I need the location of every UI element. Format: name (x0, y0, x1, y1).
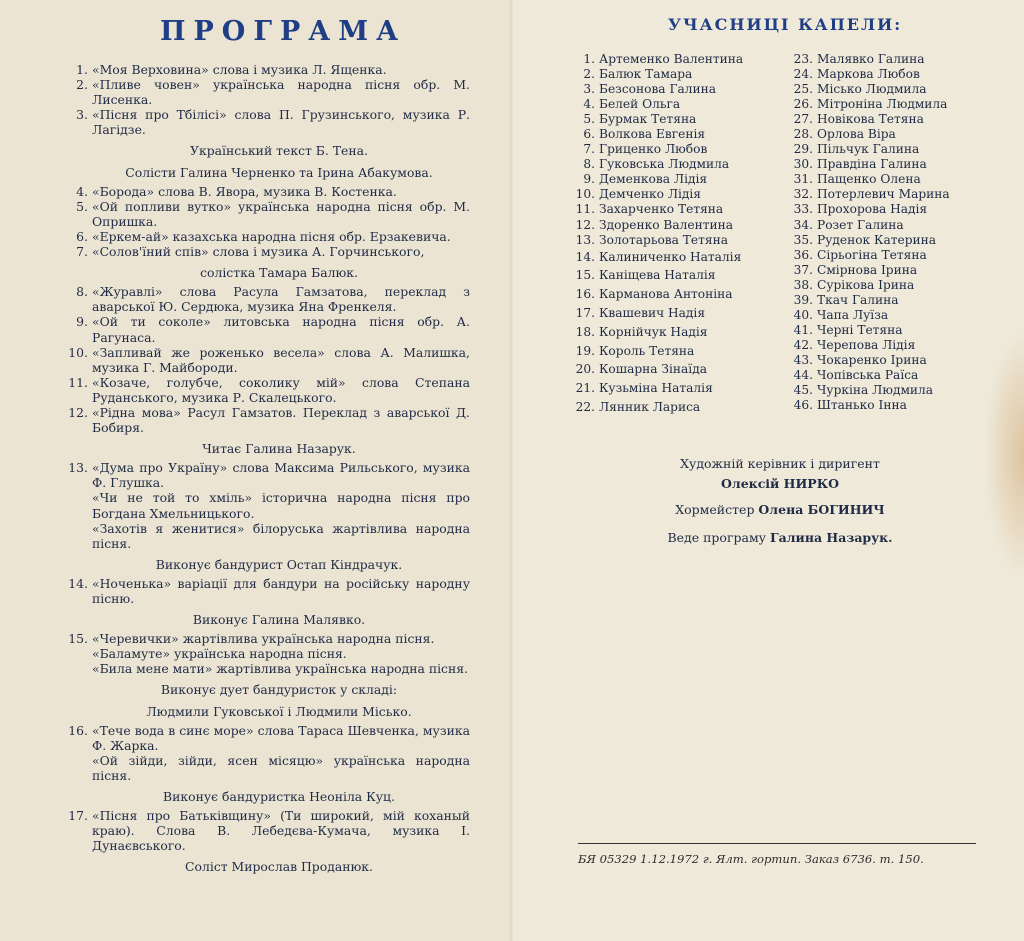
program-item (60, 199, 470, 229)
member-name: Лянник Лариса (599, 399, 701, 414)
program-item-number: 17. (68, 808, 88, 824)
program-item (60, 107, 470, 137)
member-name: Орлова Віра (817, 127, 896, 142)
program-item (60, 244, 470, 259)
member-number: 45. (793, 383, 813, 398)
program-title: ПРОГРАМА (160, 16, 407, 47)
member-number: 46. (793, 398, 813, 413)
program-credit-line: солістка Тамара Балюк. (200, 265, 358, 281)
program-item (60, 521, 470, 551)
member-name: Гуковська Людмила (599, 157, 730, 172)
member-row (567, 398, 782, 417)
program-credit-line: Виконує бандурист Остап Кіндрачук. (155, 556, 403, 572)
member-number: 7. (583, 142, 595, 157)
member-name: Мітроніна Людмила (817, 97, 948, 112)
program-item-number: 13. (68, 460, 88, 476)
member-row (785, 127, 975, 142)
member-name: Чокаренко Ірина (817, 352, 927, 367)
member-number: 12. (575, 217, 595, 232)
member-row (785, 233, 975, 248)
member-number: 41. (793, 322, 813, 337)
program-item-text: «Журавлі» слова Расула Гамзатова, переклад з аварської Ю. Сердюка, музика Яна Френкеля. (92, 284, 470, 315)
member-name: Сірьогіна Тетяна (817, 247, 927, 262)
program-credit-line: Солісти Галина Черненко та Ірина Абакумова. (125, 164, 433, 180)
program-item-text: «Пливе човен» українська народна пісня обр. М. Лисенка. (92, 77, 470, 108)
member-name: Калиниченко Наталія (599, 249, 742, 264)
director-role: Художній керівник і диригент (680, 456, 880, 471)
member-number: 17. (575, 306, 595, 320)
member-row (567, 233, 782, 248)
program-item (60, 229, 470, 244)
program-credit-line: Читає Галина Назарук. (202, 441, 356, 457)
member-name: Безсонова Галина (599, 82, 717, 97)
program-item-text: «Козаче, голубче, соколику мій» слова Степана Руданського, музика Р. Скалецького. (92, 374, 470, 405)
member-row (567, 142, 782, 157)
member-row (567, 342, 782, 361)
program-item-number: 2. (76, 77, 88, 93)
member-row (567, 82, 782, 97)
member-name: Потерлевич Марина (817, 187, 950, 202)
member-row (785, 52, 975, 67)
member-row (567, 202, 782, 217)
program-item-text: «Ой зійди, зійди, ясен місяцю» українська народна пісня. (92, 752, 470, 783)
member-row (785, 97, 975, 112)
host-name: Галина Назарук. (770, 530, 893, 545)
member-number: 35. (793, 232, 813, 247)
member-name: Маркова Любов (817, 67, 920, 82)
member-name: Здоренко Валентина (599, 217, 733, 232)
member-name: Пільчук Галина (817, 142, 920, 157)
member-name: Квашевич Надія (599, 306, 706, 320)
program-item-number: 1. (76, 62, 88, 77)
choirmaster-role: Хормейстер (675, 502, 759, 517)
member-number: 33. (793, 202, 813, 217)
program-item-text: «Ой ти соколе» литовська народна пісня обр. А. Рагунаса. (92, 314, 470, 345)
member-number: 36. (793, 247, 813, 262)
program-credit-line: Виконує бандуристка Неоніла Куц. (163, 789, 395, 805)
program-item (60, 184, 470, 199)
program-item (60, 345, 470, 375)
host-role: Веде програму (667, 530, 771, 545)
program-item-number: 5. (76, 198, 88, 214)
program-item (60, 375, 470, 405)
member-row (785, 112, 975, 127)
program-item-number: 12. (68, 404, 88, 420)
program-item (60, 631, 470, 646)
program-item-text: «Тече вода в синє море» слова Тараса Шевченка, музика Ф. Жарка. (92, 722, 470, 753)
program-item-number: 11. (68, 374, 88, 390)
member-number: 1. (583, 52, 595, 66)
member-row (567, 285, 782, 304)
member-name: Руденок Катерина (817, 232, 937, 247)
member-name: Золотарьова Тетяна (599, 232, 728, 247)
member-number: 37. (793, 262, 813, 277)
program-item-text: «Захотів я женитися» білоруська жартівлива народна пісня. (92, 520, 470, 551)
member-row (785, 278, 975, 293)
program-credit-line: Соліст Мирослав Проданюк. (185, 859, 373, 875)
program-credit-line: Виконує Галина Малявко. (192, 612, 366, 628)
member-number: 10. (575, 187, 595, 202)
program-item (60, 576, 470, 606)
member-row (785, 353, 975, 368)
program-item (60, 314, 470, 344)
member-number: 31. (793, 172, 813, 187)
program-credit-line: Виконує дует бандуристок у складі: (160, 682, 398, 698)
member-number: 19. (575, 343, 595, 358)
program-item-text: «Моя Верховина» слова і музика Л. Ященка. (92, 62, 387, 77)
program-item-text: «Запливай же роженько весела» слова А. Малишка, музика Г. Майбороди. (92, 344, 470, 375)
program-item-text: «Пісня про Тбілісі» слова П. Грузинського, музика Р. Лагідзе. (92, 107, 470, 138)
member-row (567, 97, 782, 112)
members-column-2 (785, 52, 975, 413)
member-name: Деменкова Лідія (599, 172, 708, 187)
member-name: Чуркіна Людмила (817, 383, 934, 398)
member-row (785, 82, 975, 97)
program-item (60, 460, 470, 490)
program-item (60, 490, 470, 520)
program-item-number: 14. (68, 575, 88, 591)
program-item-number: 10. (68, 344, 88, 360)
program-item-text: «Баламуте» українська народна пісня. (92, 646, 347, 662)
member-row (785, 308, 975, 323)
member-name: Малявко Галина (817, 52, 925, 66)
member-number: 20. (575, 362, 595, 377)
member-row (785, 157, 975, 172)
member-row (567, 379, 782, 398)
member-number: 39. (793, 292, 813, 307)
program-item (60, 646, 470, 661)
member-row (785, 142, 975, 157)
program-item-number: 7. (76, 244, 88, 260)
program-item-number: 15. (68, 631, 88, 647)
member-name: Прохорова Надія (817, 202, 928, 217)
member-row (567, 52, 782, 67)
program-item (60, 405, 470, 435)
member-row (567, 248, 782, 267)
member-row (785, 293, 975, 308)
program-item-text: «Дума про Україну» слова Максима Рильського, музика Ф. Глушка. (92, 460, 470, 491)
member-row (785, 67, 975, 82)
member-number: 2. (583, 67, 595, 82)
member-number: 13. (575, 232, 595, 247)
program-item (60, 723, 470, 753)
print-imprint: БЯ 05329 1.12.1972 г. Ялт. гортип. Заказ 6736. т. 150. (578, 852, 924, 866)
member-number: 38. (793, 277, 813, 292)
member-name: Чапа Луїза (817, 307, 889, 322)
member-number: 16. (575, 287, 595, 302)
program-item-number (60, 490, 92, 520)
program-item-number: 8. (76, 284, 88, 300)
member-number: 21. (575, 381, 595, 396)
member-number: 4. (583, 97, 595, 112)
member-name: Черні Тетяна (817, 322, 903, 337)
member-row (567, 266, 782, 285)
program-item-number: 9. (76, 314, 88, 330)
member-number: 32. (793, 187, 813, 202)
member-row (785, 368, 975, 383)
program-credit-line: Український текст Б. Тена. (190, 143, 368, 159)
members-title: УЧАСНИЦІ КАПЕЛИ: (668, 15, 903, 34)
program-item-text: «Еркем-ай» казахська народна пісня обр. Ерзакевича. (92, 228, 451, 244)
imprint-divider (578, 843, 976, 844)
member-row (785, 398, 975, 413)
program-item-number: 6. (76, 228, 88, 244)
member-name: Кузьміна Наталія (599, 381, 713, 396)
member-name: Черепова Лідія (817, 337, 916, 352)
member-number: 24. (793, 67, 813, 82)
member-name: Артеменко Валентина (599, 52, 744, 66)
program-item-text: «Била мене мати» жартівлива українська народна пісня. (92, 661, 468, 677)
member-number: 15. (575, 268, 595, 283)
member-number: 5. (583, 112, 595, 127)
program-item (60, 284, 470, 314)
member-number: 14. (575, 249, 595, 264)
program-item-number (60, 753, 92, 783)
program-item (60, 77, 470, 107)
program-credit-line: Людмили Гуковської і Людмили Місько. (146, 703, 412, 719)
member-name: Місько Людмила (817, 82, 927, 97)
program-item-number: 16. (68, 722, 88, 738)
member-name: Штанько Інна (817, 398, 907, 413)
member-number: 27. (793, 112, 813, 127)
member-number: 25. (793, 82, 813, 97)
member-name: Сурікова Ірина (817, 277, 915, 292)
member-name: Новікова Тетяна (817, 112, 924, 127)
member-number: 23. (793, 52, 813, 66)
member-row (567, 157, 782, 172)
program-item-text: «Ноченька» варіації для бандури на російську народну пісню. (92, 575, 470, 606)
member-row (567, 304, 782, 323)
member-row (785, 172, 975, 187)
program-item-text: «Солов'їний спів» слова і музика А. Горчинського, (92, 244, 425, 260)
member-row (785, 218, 975, 233)
member-name: Карманова Антоніна (599, 287, 733, 302)
member-row (785, 383, 975, 398)
program-item-text: «Чи не той то хміль» історична народна пісня про Богдана Хмельницького. (92, 490, 470, 521)
program-item-number (60, 521, 92, 551)
member-name: Корнійчук Надія (599, 324, 708, 339)
member-name: Гриценко Любов (599, 142, 708, 157)
member-row (567, 172, 782, 187)
member-name: Пащенко Олена (817, 172, 921, 187)
member-number: 30. (793, 157, 813, 172)
member-row (567, 360, 782, 379)
member-number: 3. (583, 82, 595, 97)
member-name: Ткач Галина (817, 292, 899, 307)
member-number: 44. (793, 367, 813, 382)
member-row (785, 248, 975, 263)
member-number: 43. (793, 352, 813, 367)
program-item-number: 4. (76, 183, 88, 199)
member-name: Захарченко Тетяна (599, 202, 724, 217)
host-line (600, 530, 960, 545)
member-row (785, 338, 975, 353)
member-name: Смірнова Ірина (817, 262, 918, 277)
member-name: Розет Галина (817, 217, 904, 232)
program-item (60, 808, 470, 853)
member-row (567, 67, 782, 82)
member-number: 11. (575, 202, 595, 217)
program-item-number: 3. (76, 107, 88, 123)
program-item (60, 661, 470, 676)
member-number: 18. (575, 324, 595, 339)
member-row (567, 323, 782, 342)
member-row (785, 323, 975, 338)
director-name: Олексій НИРКО (721, 476, 839, 491)
member-number: 8. (583, 157, 595, 172)
member-row (567, 127, 782, 142)
member-row (567, 187, 782, 202)
member-name: Бурмак Тетяна (599, 112, 697, 127)
member-number: 22. (575, 399, 595, 414)
program-item-number (60, 661, 92, 676)
program-list (60, 62, 470, 879)
member-name: Белей Ольга (599, 97, 681, 112)
member-number: 29. (793, 142, 813, 157)
member-number: 40. (793, 307, 813, 322)
choirmaster-line (600, 502, 960, 517)
choirmaster-name: Олена БОГИНИЧ (758, 502, 885, 517)
member-name: Каніщева Наталія (599, 268, 716, 283)
member-number: 28. (793, 127, 813, 142)
member-name: Демченко Лідія (599, 187, 701, 202)
paper-stain (984, 330, 1024, 580)
member-name: Король Тетяна (599, 343, 695, 358)
member-name: Чопівська Раїса (817, 367, 919, 382)
member-row (567, 218, 782, 233)
program-item (60, 62, 470, 77)
center-fold (510, 0, 514, 941)
member-number: 6. (583, 127, 595, 142)
program-item-text: «Пісня про Батьківщину» (Ти широкий, мій коханый краю). Слова В. Лебедєва-Кумача, музика І. Дунаєвського. (92, 808, 470, 854)
member-row (785, 187, 975, 202)
program-item-text: «Черевички» жартівлива українська народна пісня. (92, 631, 435, 647)
program-item-number (60, 646, 92, 661)
member-number: 26. (793, 97, 813, 112)
member-name: Правдіна Галина (817, 157, 927, 172)
members-column-1 (567, 52, 782, 417)
member-name: Балюк Тамара (599, 67, 693, 82)
program-item-text: «Ой попливи вутко» українська народна пісня обр. М. Опришка. (92, 198, 470, 229)
member-row (785, 202, 975, 217)
program-item-text: «Борода» слова В. Явора, музика В. Костенка. (92, 183, 397, 199)
member-row (567, 112, 782, 127)
member-number: 42. (793, 337, 813, 352)
member-number: 34. (793, 217, 813, 232)
member-row (785, 263, 975, 278)
program-item-text: «Рідна мова» Расул Гамзатов. Переклад з аварської Д. Бобиря. (92, 404, 470, 436)
member-name: Кошарна Зінаїда (599, 362, 707, 377)
program-item (60, 753, 470, 783)
member-name: Волкова Евгенія (599, 127, 706, 142)
member-number: 9. (583, 172, 595, 187)
